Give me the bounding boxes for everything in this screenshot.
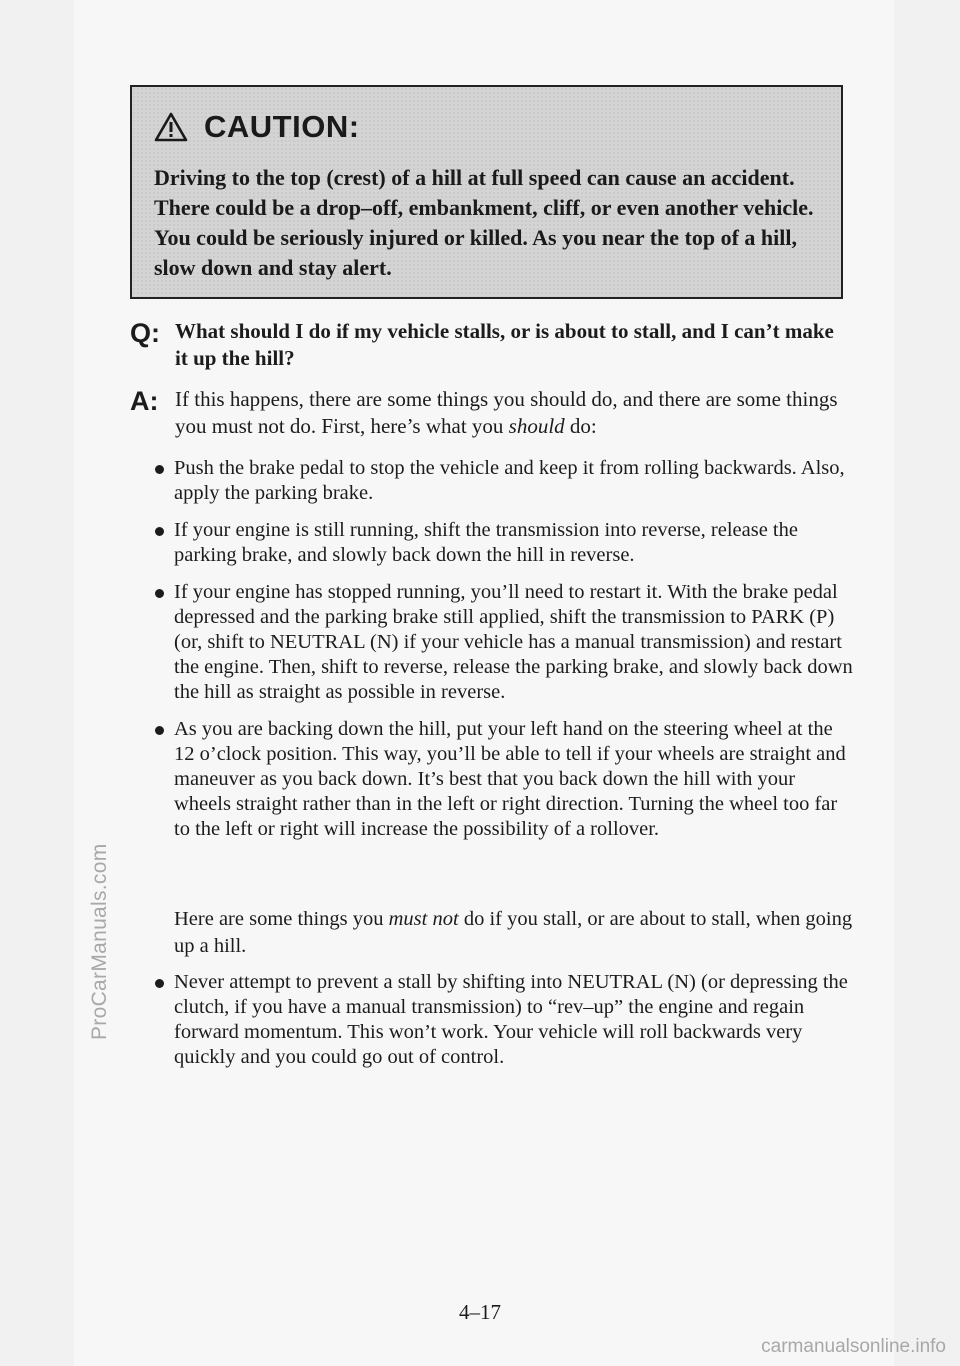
answer-text (175, 386, 850, 440)
must-not-list (155, 970, 855, 1070)
caution-text: Driving to the top (crest) of a hill at full speed can cause an accident. There could be a drop–off, embankment, cliff, or even another vehicle. You could be seriously injured or killed. As you near the top of a hill, slow down and stay alert. (154, 165, 814, 280)
list-item-text: Push the brake pedal to stop the vehicle and keep it from rolling backwards. Also, apply the parking brake. (174, 457, 845, 504)
bullet-icon (155, 527, 164, 536)
should-list (155, 456, 855, 842)
list-item (155, 717, 855, 842)
must-not-intro (174, 906, 854, 960)
page-number: 4–17 (459, 1300, 501, 1324)
intro-text-part: do if you stall, or are about to stall, when going up a hill. (174, 908, 853, 957)
bullet-icon (155, 979, 164, 988)
list-item (155, 970, 855, 1070)
answer-mark: A: (130, 386, 159, 416)
question-mark: Q: (130, 318, 160, 348)
intro-emphasis: must not (388, 908, 459, 930)
question (130, 318, 850, 372)
side-watermark: ProCarManuals.com (88, 843, 111, 1040)
bullet-icon (155, 726, 164, 735)
caution-box (130, 85, 843, 299)
list-item (155, 518, 855, 568)
question-text: What should I do if my vehicle stalls, or is about to stall, and I can’t make it up the hill? (175, 319, 834, 370)
bullet-icon (155, 589, 164, 598)
warning-triangle-icon (154, 112, 188, 142)
list-item-text: If your engine has stopped running, you’ll need to restart it. With the brake pedal depressed and the parking brake still applied, shift the transmission to PARK (P) (or, shift to NEUTRAL (N) if your vehicle has a manual transmission) and restart the engine. Then, shift to reverse, release the parking brake, and slowly back down the hill as straight as possible in reverse. (174, 581, 853, 703)
caution-header (154, 109, 360, 145)
intro-text-part: Here are some things you (174, 908, 389, 930)
list-item-text: If your engine is still running, shift the transmission into reverse, release the parking brake, and slowly back down the hill in reverse. (174, 519, 798, 566)
list-item-text: As you are backing down the hill, put your left hand on the steering wheel at the 12 o’clock position. This way, you’ll be able to tell if your wheels are straight and maneuver as you back down. It’s best that you back down the hill with your wheels straight rather than in the left or right direction. Turning the wheel too far to the left or right will increase the possibility of a rollover. (174, 718, 846, 840)
bottom-watermark: carmanualsonline.info (761, 1336, 946, 1357)
caution-title: CAUTION: (204, 109, 360, 144)
list-item (155, 456, 855, 506)
bullet-icon (155, 465, 164, 474)
list-item (155, 580, 855, 705)
answer (130, 386, 850, 440)
answer-emphasis: should (508, 414, 565, 438)
answer-text-part: If this happens, there are some things you should do, and there are some things you must not do. First, here’s what you (175, 387, 838, 438)
answer-text-part: do: (564, 414, 597, 438)
list-item-text: Never attempt to prevent a stall by shifting into NEUTRAL (N) (or depressing the clutch, if you have a manual transmission) to “rev–up” the engine and regain forward momentum. This won’t work. Your vehicle will roll backwards very quickly and you could go out of control. (174, 971, 848, 1068)
